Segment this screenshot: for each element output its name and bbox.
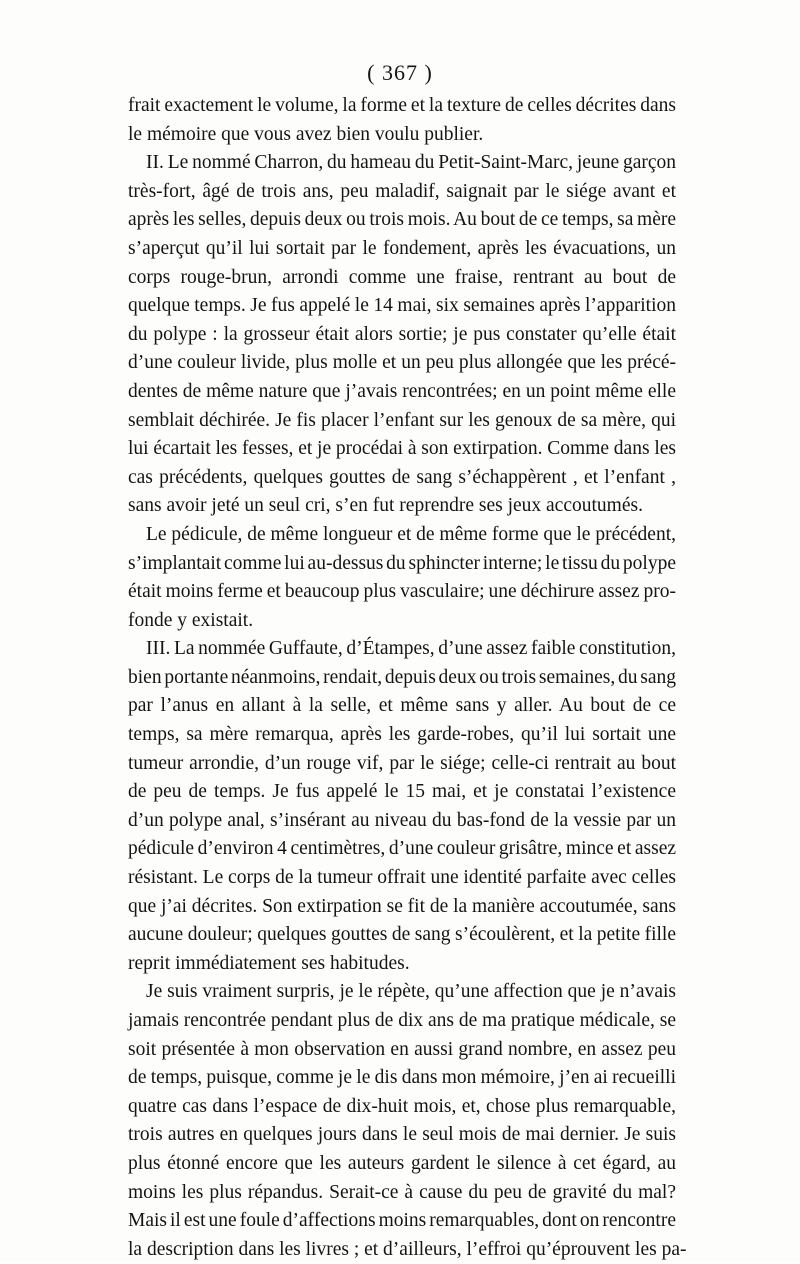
- text-line: Je suis vraiment surpris, je le répète, qu’une affection que je n’avais: [146, 981, 676, 1003]
- text-line: d’une couleur livide, plus molle et un peu plus allongée que les précé-: [128, 352, 676, 374]
- paragraph: [128, 92, 676, 149]
- text-line: reprit immédiatement ses habitudes.: [128, 952, 410, 974]
- text-line: de peu de temps. Je fus appelé le 15 mai, et je constatai l’existence: [128, 781, 676, 803]
- text-line: Mais il est une foule d’affections moins remarquables, dont on rencontre: [128, 1210, 676, 1232]
- text-line: corps rouge-brun, arrondi comme une fraise, rentrant au bout de: [128, 266, 676, 288]
- body-text: [128, 92, 687, 1264]
- text-line: quatre cas dans l’espace de dix-huit mois, et, chose plus remarquable,: [128, 1095, 676, 1117]
- text-line: résistant. Le corps de la tumeur offrait une identité parfaite avec celles: [128, 867, 676, 889]
- text-line: III. La nommée Guffaute, d’Étampes, d’une assez faible constitution,: [146, 638, 676, 660]
- text-line: de temps, puisque, comme je le dis dans mon mémoire, j’en ai recueilli: [128, 1067, 676, 1089]
- text-line: semblait déchirée. Je fis placer l’enfant sur les genoux de sa mère, qui: [128, 409, 676, 431]
- paragraph: [128, 978, 687, 1264]
- text-line: le mémoire que vous avez bien voulu publier.: [128, 123, 484, 145]
- text-line: très-fort, âgé de trois ans, peu maladif, saignait par le siége avant et: [128, 180, 676, 202]
- text-line: s’aperçut qu’il lui sortait par le fondement, après les évacuations, un: [128, 237, 676, 259]
- text-line: pédicule d’environ 4 centimètres, d’une couleur grisâtre, mince et assez: [128, 838, 676, 860]
- paragraph: [128, 521, 676, 635]
- text-line: frait exactement le volume, la forme et la texture de celles décrites dans: [128, 95, 676, 116]
- text-line: après les selles, depuis deux ou trois mois. Au bout de ce temps, sa mère: [128, 209, 676, 231]
- text-line: plus étonné encore que les auteurs gardent le silence à cet égard, au: [128, 1152, 676, 1174]
- text-line: lui écartait les fesses, et je procédai à son extirpation. Comme dans les: [128, 438, 676, 460]
- paragraph: [128, 635, 676, 978]
- text-line: était moins ferme et beaucoup plus vasculaire; une déchirure assez pro-: [128, 581, 676, 603]
- text-line: cas précédents, quelques gouttes de sang s’échappèrent , et l’enfant ,: [128, 466, 676, 488]
- text-line: par l’anus en allant à la selle, et même sans y aller. Au bout de ce: [128, 695, 676, 717]
- text-line: du polype : la grosseur était alors sortie; je pus constater qu’elle était: [128, 323, 676, 345]
- text-line: trois autres en quelques jours dans le seul mois de mai dernier. Je suis: [128, 1124, 676, 1146]
- text-line: bien portante néanmoins, rendait, depuis deux ou trois semaines, du sang: [128, 666, 676, 688]
- text-line: dentes de même nature que j’avais rencontrées; en un point même elle: [128, 380, 676, 402]
- paragraph: [128, 149, 676, 521]
- text-line: la description dans les livres ; et d’ailleurs, l’effroi qu’éprouvent les pa-: [128, 1238, 687, 1260]
- text-line: Le pédicule, de même longueur et de même forme que le précédent,: [146, 523, 676, 545]
- text-line: fonde y existait.: [128, 609, 254, 631]
- text-line: tumeur arrondie, d’un rouge vif, par le siége; celle-ci rentrait au bout: [128, 752, 676, 774]
- text-line: s’implantait comme lui au-dessus du sphincter interne; le tissu du polype: [128, 552, 676, 574]
- text-line: soit présentée à mon observation en aussi grand nombre, en assez peu: [128, 1038, 676, 1060]
- text-line: II. Le nommé Charron, du hameau du Petit-Saint-Marc, jeune garçon: [146, 152, 676, 174]
- text-line: que j’ai décrites. Son extirpation se fit de la manière accoutumée, sans: [128, 895, 676, 917]
- text-line: jamais rencontrée pendant plus de dix ans de ma pratique médicale, se: [128, 1010, 676, 1031]
- text-line: sans avoir jeté un seul cri, s’en fut reprendre ses jeux accoutumés.: [128, 495, 643, 517]
- text-line: aucune douleur; quelques gouttes de sang s’écoulèrent, et la petite fille: [128, 924, 676, 946]
- text-line: d’un polype anal, s’insérant au niveau du bas-fond de la vessie par un: [128, 809, 676, 831]
- page-number: ( 367 ): [367, 60, 433, 85]
- text-line: moins les plus répandus. Serait-ce à cause du peu de gravité du mal?: [128, 1181, 676, 1203]
- text-line: temps, sa mère remarqua, après les garde-robes, qu’il lui sortait une: [128, 724, 676, 746]
- text-line: quelque temps. Je fus appelé le 14 mai, six semaines après l’apparition: [128, 295, 676, 317]
